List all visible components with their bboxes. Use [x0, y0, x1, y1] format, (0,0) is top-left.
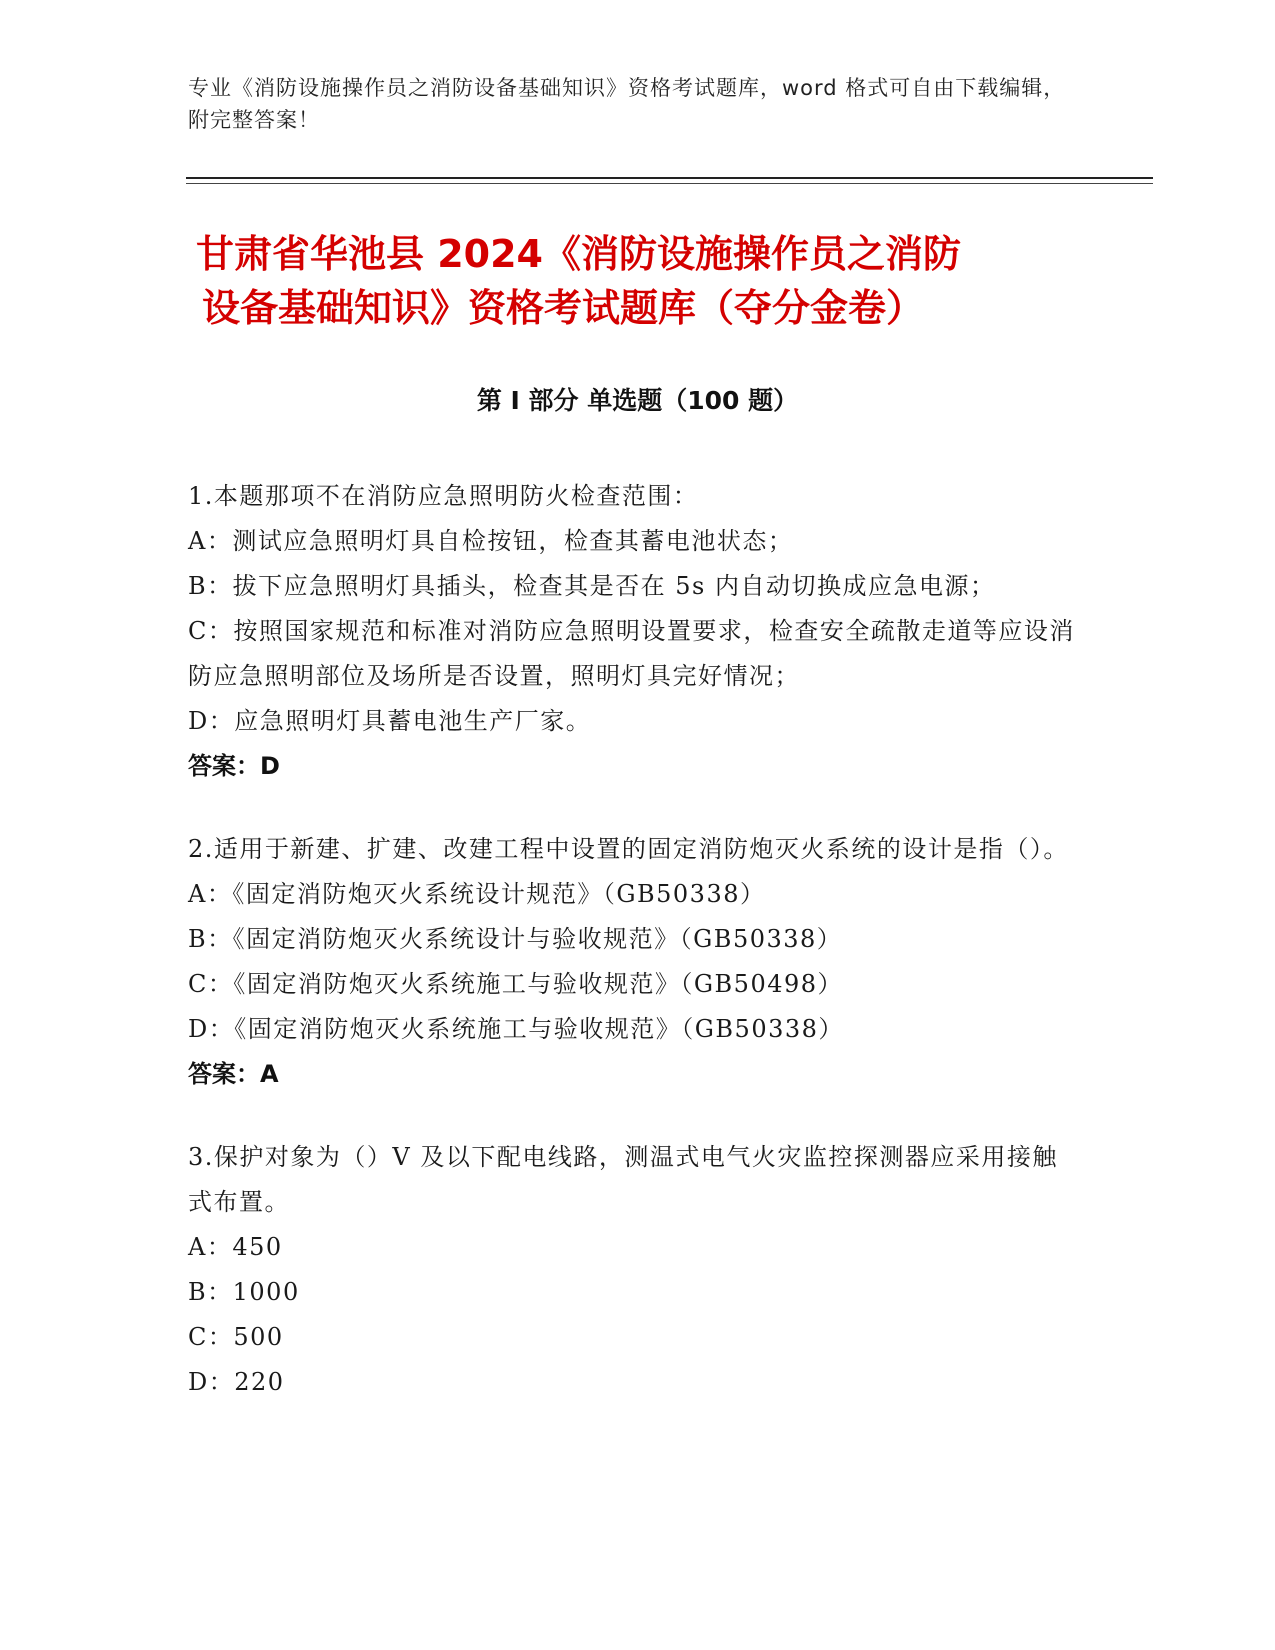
question-2-option-d: D：《固定消防炮灭火系统施工与验收规范》（GB50338） — [188, 1015, 844, 1043]
question-3-option-b: B：1000 — [188, 1278, 300, 1306]
question-3-option-a: A：450 — [188, 1233, 283, 1261]
document-title-line-2: 设备基础知识》资格考试题库（夺分金卷） — [202, 286, 925, 330]
header-note: 专业《消防设施操作员之消防设备基础知识》资格考试题库，word 格式可自由下载编辑，附完整答案！ — [188, 76, 1066, 132]
question-1-text: 1.本题那项不在消防应急照明防火检查范围： — [188, 482, 699, 510]
document-title-line-1: 甘肃省华池县 2024《消防设施操作员之消防 — [196, 232, 961, 276]
header-divider-thin — [186, 183, 1153, 184]
question-1-option-c: C：按照国家规范和标准对消防应急照明设置要求，检查安全疏散走道等应设消防应急照明部位及场所是否设置，照明灯具完好情况； — [188, 617, 1075, 690]
question-3-option-d: D：220 — [188, 1368, 285, 1396]
section-heading: 第 I 部分 单选题（100 题） — [476, 386, 799, 415]
question-2 — [188, 827, 1078, 1097]
question-1-answer: 答案：D — [188, 752, 280, 780]
header-divider-thick — [186, 177, 1153, 179]
question-1 — [188, 474, 1078, 789]
question-1-option-b: B：拔下应急照明灯具插头，检查其是否在 5s 内自动切换成应急电源； — [188, 572, 996, 600]
question-2-text: 2.适用于新建、扩建、改建工程中设置的固定消防炮灭火系统的设计是指（）。 — [188, 835, 1069, 863]
question-list — [188, 474, 1078, 1443]
question-2-option-b: B：《固定消防炮灭火系统设计与验收规范》（GB50338） — [188, 925, 843, 953]
question-2-answer: 答案：A — [188, 1060, 279, 1088]
question-2-option-c: C：《固定消防炮灭火系统施工与验收规范》（GB50498） — [188, 970, 844, 998]
question-2-option-a: A：《固定消防炮灭火系统设计规范》（GB50338） — [188, 880, 766, 908]
question-1-option-a: A：测试应急照明灯具自检按钮，检查其蓄电池状态； — [188, 527, 794, 555]
question-1-option-d: D：应急照明灯具蓄电池生产厂家。 — [188, 707, 592, 735]
question-3-option-c: C：500 — [188, 1323, 284, 1351]
document-title — [196, 227, 1096, 335]
question-3-text: 3.保护对象为（）V 及以下配电线路，测温式电气火灾监控探测器应采用接触式布置。 — [188, 1143, 1058, 1216]
question-3 — [188, 1135, 1078, 1405]
